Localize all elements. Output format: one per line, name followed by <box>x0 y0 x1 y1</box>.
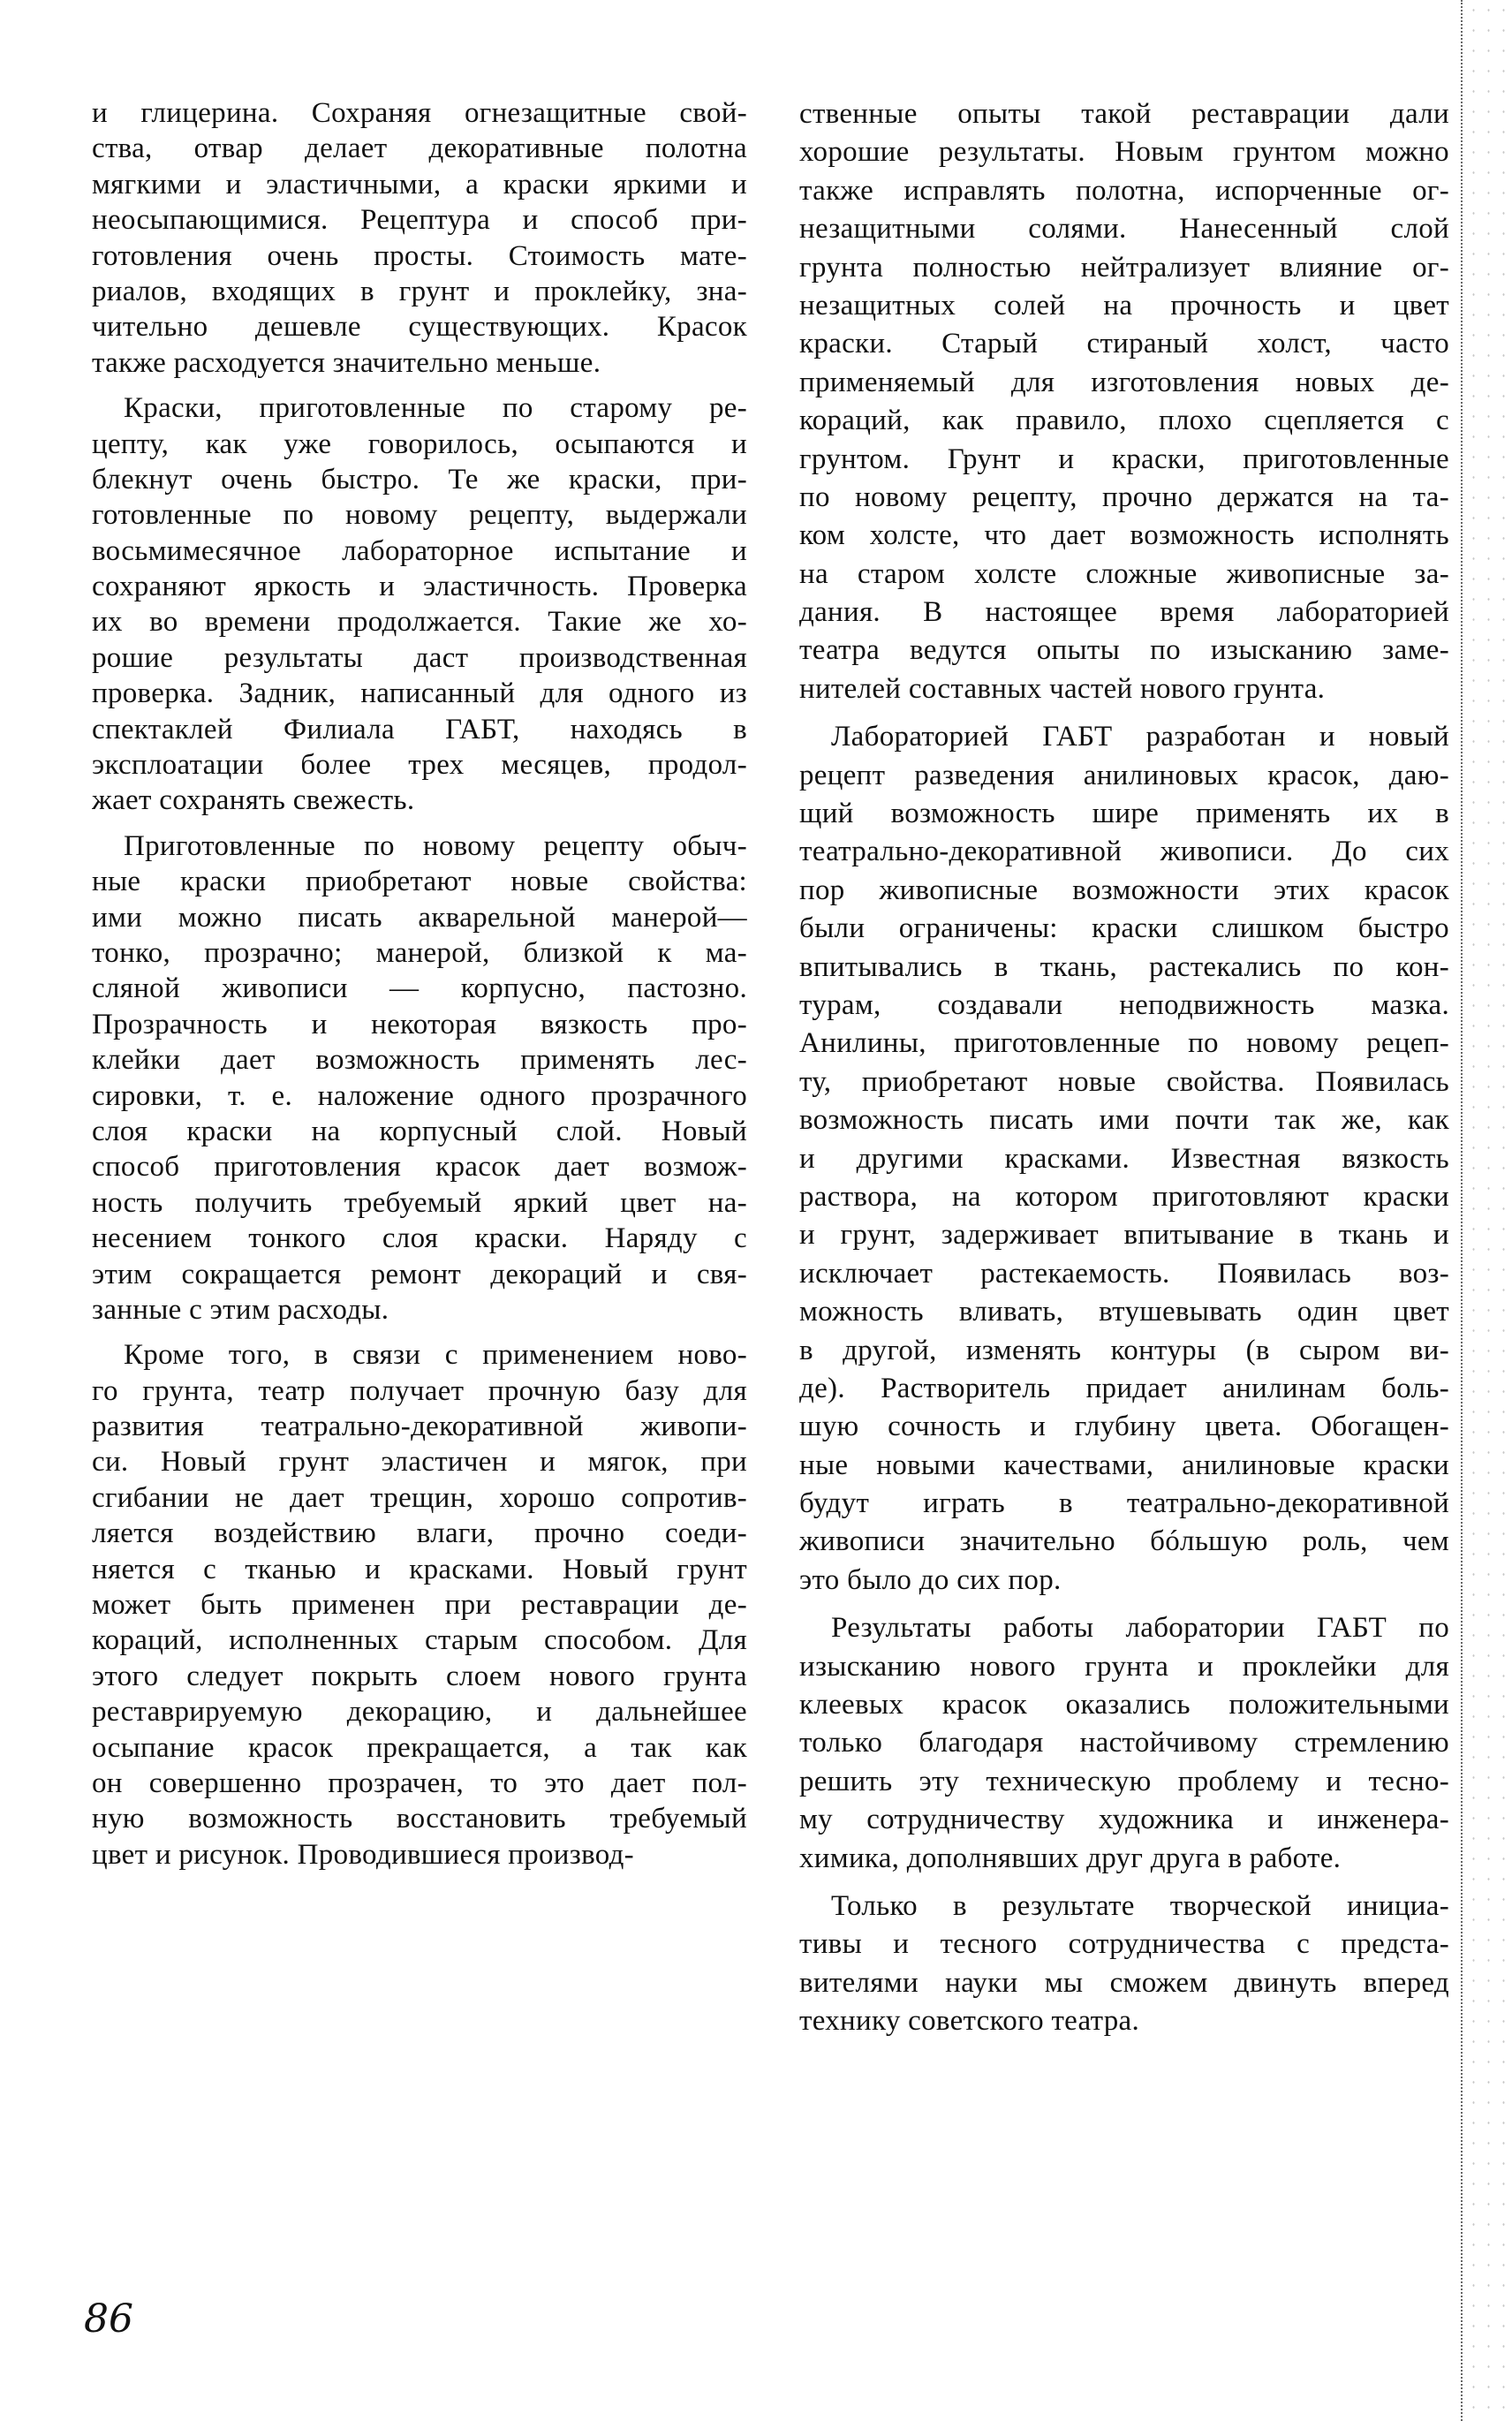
text-line: изысканию нового грунта и проклейки для <box>799 1650 1449 1683</box>
text-line: мягкими и эластичными, а краски яркими и <box>92 168 747 200</box>
text-line: готовленные по новому рецепту, выдержали <box>92 499 747 532</box>
text-line: осыпание красок прекращается, а так как <box>92 1731 747 1764</box>
text-line: ства, отвар делает декоративные полотна <box>92 132 747 165</box>
text-line: в другой, изменять контуры (в сыром ви- <box>799 1334 1449 1366</box>
text-line: клейки дает возможность применять лес- <box>92 1044 747 1077</box>
text-line: дания. В настоящее время лабораторией <box>799 596 1449 629</box>
paragraph <box>799 718 1449 1600</box>
left-column <box>92 95 747 1882</box>
text-line: ими можно писать акварельной манерой— <box>92 901 747 934</box>
scan-margin-noise <box>1466 0 1512 2421</box>
text-line: Только в результате творческой инициа- <box>831 1889 1449 1922</box>
text-line: были ограничены: краски слишком быстро <box>799 912 1449 945</box>
text-line: Анилины, приготовленные по новому рецеп- <box>799 1027 1449 1060</box>
text-line: ту, приобретают новые свойства. Появилась <box>799 1065 1449 1098</box>
text-line: театра ведутся опыты по изысканию заме- <box>799 634 1449 667</box>
text-line: ственные опыты такой реставрации дали <box>799 98 1449 130</box>
text-line: театрально-декоративной живописи. До сих <box>799 836 1449 868</box>
text-line: и глицерина. Сохраняя огнезащитные свой- <box>92 97 747 129</box>
text-line: восьмимесячное лабораторное испытание и <box>92 534 747 567</box>
text-line: Приготовленные по новому рецепту обыч- <box>124 829 747 862</box>
text-line: химика, дополнявших друг друга в работе. <box>799 1842 1342 1874</box>
text-line: развития театрально-декоративной живопи- <box>92 1411 747 1443</box>
text-line: исключает растекаемость. Появилась воз- <box>799 1257 1449 1290</box>
text-line: будут играть в театрально-декоративной <box>799 1487 1449 1520</box>
text-line: он совершенно прозрачен, то это дает пол- <box>92 1767 747 1799</box>
text-line: этим сокращается ремонт декораций и свя- <box>92 1258 747 1290</box>
text-line: также расходуется значительно меньше. <box>92 346 601 379</box>
text-line: блекнут очень быстро. Те же краски, при- <box>92 463 747 496</box>
paragraph <box>799 1888 1449 2041</box>
right-column <box>799 95 1449 2051</box>
text-line: ность получить требуемый яркий цвет на- <box>92 1186 747 1219</box>
text-line: хорошие результаты. Новым грунтом можно <box>799 136 1449 169</box>
text-line: рецепт разведения анилиновых красок, даю- <box>799 759 1449 791</box>
text-line: сировки, т. е. наложение одного прозрачного <box>92 1079 747 1112</box>
text-line: нителей составных частей нового грунта. <box>799 672 1326 705</box>
text-line: впитывались в ткань, растекались по кон- <box>799 950 1449 983</box>
text-line: кораций, как правило, плохо сцепляется с <box>799 405 1449 437</box>
text-line: занные с этим расходы. <box>92 1293 389 1326</box>
text-line: грунтом. Грунт и краски, приготовленные <box>799 443 1449 475</box>
text-line: рошие результаты даст производственная <box>92 641 747 674</box>
text-line: можность вливать, втушевывать один цвет <box>799 1296 1449 1328</box>
text-line: жает сохранять свежесть. <box>92 784 415 817</box>
text-line: эксплоатации более трех месяцев, продол- <box>92 749 747 782</box>
text-line: ную возможность восстановить требуемый <box>92 1803 747 1835</box>
text-line: Лабораторией ГАБТ разработан и новый <box>831 721 1449 753</box>
text-line: щий возможность шире применять их в <box>799 798 1449 830</box>
text-line: раствора, на котором приготовляют краски <box>799 1180 1449 1213</box>
text-line: де). Растворитель придает анилинам боль- <box>799 1372 1449 1404</box>
text-line: и другими красками. Известная вязкость <box>799 1142 1449 1175</box>
text-line: проверка. Задник, написанный для одного из <box>92 677 747 710</box>
text-line: ные краски приобретают новые свойства: <box>92 866 747 898</box>
text-line: цвет и рисунок. Проводившиеся производ- <box>92 1838 634 1871</box>
text-line: шую сочность и глубину цвета. Обогащен- <box>799 1411 1449 1443</box>
text-line: способ приготовления красок дает возмож- <box>92 1151 747 1184</box>
text-line: сляной живописи — корпусно, пастозно. <box>92 972 747 1005</box>
text-line: их во времени продолжается. Такие же хо- <box>92 606 747 639</box>
text-line: тонко, прозрачно; манерой, близкой к ма- <box>92 936 747 969</box>
text-line: неосыпающимися. Рецептура и способ при- <box>92 204 747 237</box>
text-line: только благодаря настойчивому стремлению <box>799 1727 1449 1759</box>
text-line: си. Новый грунт эластичен и мягок, при <box>92 1446 747 1479</box>
text-line: может быть применен при реставрации де- <box>92 1589 747 1622</box>
text-line: на старом холсте сложные живописные за- <box>799 557 1449 590</box>
text-line: клеевых красок оказались положительными <box>799 1689 1449 1721</box>
text-line: вителями науки мы сможем двинуть вперед <box>799 1966 1449 1999</box>
scan-edge-dotted-line <box>1461 0 1463 2421</box>
text-line: Кроме того, в связи с применением ново- <box>124 1339 747 1372</box>
text-line: няется с тканью и красками. Новый грунт <box>92 1553 747 1585</box>
text-line: и грунт, задерживает впитывание в ткань и <box>799 1219 1449 1252</box>
text-line: Краски, приготовленные по старому ре- <box>124 392 747 425</box>
text-line: Прозрачность и некоторая вязкость про- <box>92 1008 747 1040</box>
text-line: ком холсте, что дает возможность исполнять <box>799 519 1449 552</box>
paragraph <box>799 95 1449 708</box>
text-line: тивы и тесного сотрудничества с предста- <box>799 1928 1449 1961</box>
text-line: готовления очень просты. Стоимость мате- <box>92 239 747 272</box>
text-line: живописи значительно бóльшую роль, чем <box>799 1525 1449 1558</box>
text-line: Результаты работы лаборатории ГАБТ по <box>831 1612 1449 1645</box>
text-line: несением тонкого слоя краски. Наряду с <box>92 1222 747 1255</box>
text-line: применяемый для изготовления новых де- <box>799 366 1449 398</box>
text-line: чительно дешевле существующих. Красок <box>92 311 747 344</box>
text-line: по новому рецепту, прочно держатся на та- <box>799 480 1449 513</box>
paragraph <box>92 95 747 381</box>
paragraph <box>799 1609 1449 1878</box>
text-line: сохраняют яркость и эластичность. Проверка <box>92 571 747 603</box>
text-line: пор живописные возможности этих красок <box>799 874 1449 906</box>
text-line: краски. Старый стираный холст, часто <box>799 328 1449 360</box>
text-line: му сотрудничеству художника и инженера- <box>799 1804 1449 1836</box>
text-line: го грунта, театр получает прочную базу для <box>92 1374 747 1407</box>
paragraph <box>92 390 747 819</box>
text-line: цепту, как уже говорилось, осыпаются и <box>92 427 747 460</box>
text-line: риалов, входящих в грунт и проклейку, зна- <box>92 275 747 307</box>
text-line: этого следует покрыть слоем нового грунта <box>92 1660 747 1692</box>
text-line: кораций, исполненных старым способом. Для <box>92 1624 747 1657</box>
text-line: сгибании не дает трещин, хорошо сопротив- <box>92 1481 747 1514</box>
page-number: 86 <box>84 2296 133 2342</box>
text-line: грунта полностью нейтрализует влияние ог- <box>799 251 1449 284</box>
text-line: незащитными солями. Нанесенный слой <box>799 213 1449 246</box>
text-line: технику советского театра. <box>799 2005 1140 2038</box>
text-line: также исправлять полотна, испорченные ог- <box>799 174 1449 207</box>
text-line: ляется воздействию влаги, прочно соеди- <box>92 1517 747 1550</box>
text-line: возможность писать ими почти так же, как <box>799 1104 1449 1137</box>
text-line: турам, создавали неподвижность мазка. <box>799 988 1449 1021</box>
paragraph <box>92 828 747 1328</box>
text-line: спектаклей Филиала ГАБТ, находясь в <box>92 713 747 745</box>
text-line: это было до сих пор. <box>799 1563 1062 1596</box>
text-line: реставрируемую декорацию, и дальнейшее <box>92 1696 747 1729</box>
text-line: решить эту техническую проблему и тесно- <box>799 1765 1449 1797</box>
text-line: ные новыми качествами, анилиновые краски <box>799 1449 1449 1481</box>
text-line: слоя краски на корпусный слой. Новый <box>92 1115 747 1147</box>
paragraph <box>92 1337 747 1872</box>
text-line: незащитных солей на прочность и цвет <box>799 289 1449 322</box>
